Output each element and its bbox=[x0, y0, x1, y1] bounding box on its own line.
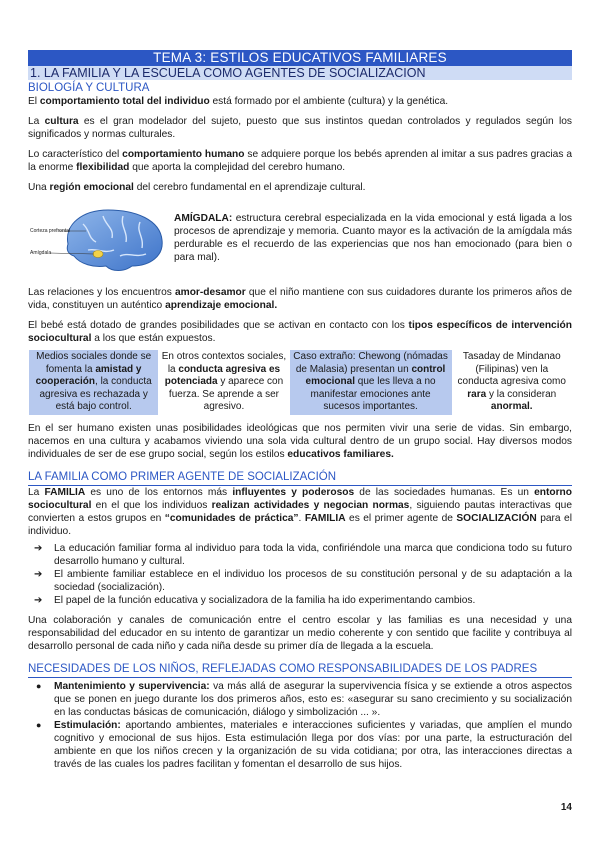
paragraph: En el ser humano existen unas posibilidades ideológicas que nos permiten vivir una serie de vidas. Sin embargo, nacemos en una cultura y acabamos viviendo una sola vida cultural dentro de un grupo social. Hay diversos modos individuales de ser de ese grupo social, según los estilos educativos familiares. bbox=[28, 422, 572, 460]
subheading-biologia: BIOLOGÍA Y CULTURA bbox=[28, 82, 150, 94]
brain-icon bbox=[28, 204, 168, 274]
paragraph: Una colaboración y canales de comunicación entre el centro escolar y las familias es una necesidad y una responsabilidad del educador en su intento de garantizar un medio coherente y con sentido que facilite y contribuya al desarrollo personal de cada niño y cada niña desde su primer día de llegada a la escuela. bbox=[28, 614, 572, 652]
subheading-familia: LA FAMILIA COMO PRIMER AGENTE DE SOCIALIZACIÓN bbox=[28, 470, 572, 486]
amygdala-description: AMÍGDALA: estructura cerebral especializada en la vida emocional y está ligada a los procesos de aprendizaje y memoria. Cuanto mayor es la activación de la amígdala más perdurable es el recuerdo de las experiencias que nos han emocionado (para bien o para mal). bbox=[174, 213, 572, 263]
table-cell: En otros contextos sociales, la conducta agresiva es potenciada y aparece con fuerza. Se aprende a ser agresivo. bbox=[159, 350, 289, 416]
list-item: ● Mantenimiento y supervivencia: va más allá de asegurar la supervivencia física y se extiende a otros aspectos que se ponen en juego durante los dos primeros años, esto es: «asegurar su sano crecimiento y su socialización en las conductas básicas de comunicación, diálogo y simbolización ... ». bbox=[54, 680, 572, 719]
table-cell: Caso extraño: Chewong (nómadas de Malasia) presentan un control emocional que les lleva a no manifestar emociones ante sucesos importantes. bbox=[289, 350, 452, 416]
culture-table bbox=[28, 349, 572, 416]
paragraph: Lo característico del comportamiento humano se adquiere porque los bebés aprenden al imitar a sus padres gracias a la enorme flexibilidad que aporta la complejidad del cerebro humano. bbox=[28, 149, 572, 173]
page-number: 14 bbox=[560, 802, 572, 813]
subheading-necesidades: NECESIDADES DE LOS NIÑOS, REFLEJADAS COMO RESPONSABILIDADES DE LOS PADRES bbox=[28, 662, 572, 678]
document-page bbox=[28, 50, 572, 771]
list-item: ➔ El papel de la función educativa y socializadora de la familia ha ido experimentando cambios. bbox=[54, 594, 572, 607]
brain-label-corteza: Corteza prefrontal bbox=[30, 228, 71, 234]
arrow-list bbox=[28, 542, 572, 607]
amygdala-block bbox=[28, 204, 572, 274]
table-cell: Medios sociales donde se fomenta la amistad y cooperación, la conducta agresiva es rechazada y está bajo control. bbox=[29, 350, 159, 416]
paragraph: La FAMILIA es uno de los entornos más influyentes y poderosos de las sociedades humanas. Es un entorno sociocultural en el que los individuos realizan actividades y negocian normas, siguiendo pautas interactivas que convierten a estos grupos en “comunidades de práctica”. FAMILIA es el primer agente de SOCIALIZACIÓN para el individuo. bbox=[28, 486, 572, 537]
list-item: ➔ El ambiente familiar establece en el individuo los procesos de su constitución personal y de su adaptación a la sociedad (socialización). bbox=[54, 568, 572, 594]
brain-label-amigdala: Amígdala bbox=[30, 250, 52, 256]
section-heading: 1. LA FAMILIA Y LA ESCUELA COMO AGENTES DE SOCIALIZACION bbox=[28, 66, 572, 80]
table-row bbox=[29, 350, 572, 416]
paragraph: Las relaciones y los encuentros amor-desamor que el niño mantiene con sus cuidadores durante los primeros años de vida, constituyen un auténtico aprendizaje emocional. bbox=[28, 287, 572, 311]
paragraph: Una región emocional del cerebro fundamental en el aprendizaje cultural. bbox=[28, 182, 366, 193]
paragraph: El comportamiento total del individuo está formado por el ambiente (cultura) y la genética. bbox=[28, 96, 449, 107]
paragraph: El bebé está dotado de grandes posibilidades que se activan en contacto con los tipos específicos de intervención sociocultural a los que están expuestos. bbox=[28, 320, 572, 344]
page-title: TEMA 3: ESTILOS EDUCATIVOS FAMILIARES bbox=[28, 50, 572, 66]
brain-illustration bbox=[28, 204, 168, 274]
list-item: ➔ La educación familiar forma al individuo para toda la vida, confiriéndole una marca que condiciona todo su futuro desarrollo humano y cultural. bbox=[54, 542, 572, 568]
list-item: ● Estimulación: aportando ambientes, materiales e interacciones suficientes y variadas, que amplíen el mundo cognitivo y emocional de sus hijos. Esta estimulación llega por dos vías: por una parte, la estructuración del ambiente en que los niños crecen y la organización de su vida cotidiana; por otra, las interacciones directas a través de las cuales los padres facilitan y fomentan el desarrollo de sus hijos. bbox=[54, 719, 572, 771]
bullet-list bbox=[28, 680, 572, 771]
table-cell: Tasaday de Mindanao (Filipinas) ven la conducta agresiva como rara y la consideran anormal. bbox=[452, 350, 571, 416]
paragraph: La cultura es el gran modelador del sujeto, puesto que sus instintos quedan controlados y regulados según los significados y normas culturales. bbox=[28, 116, 572, 140]
